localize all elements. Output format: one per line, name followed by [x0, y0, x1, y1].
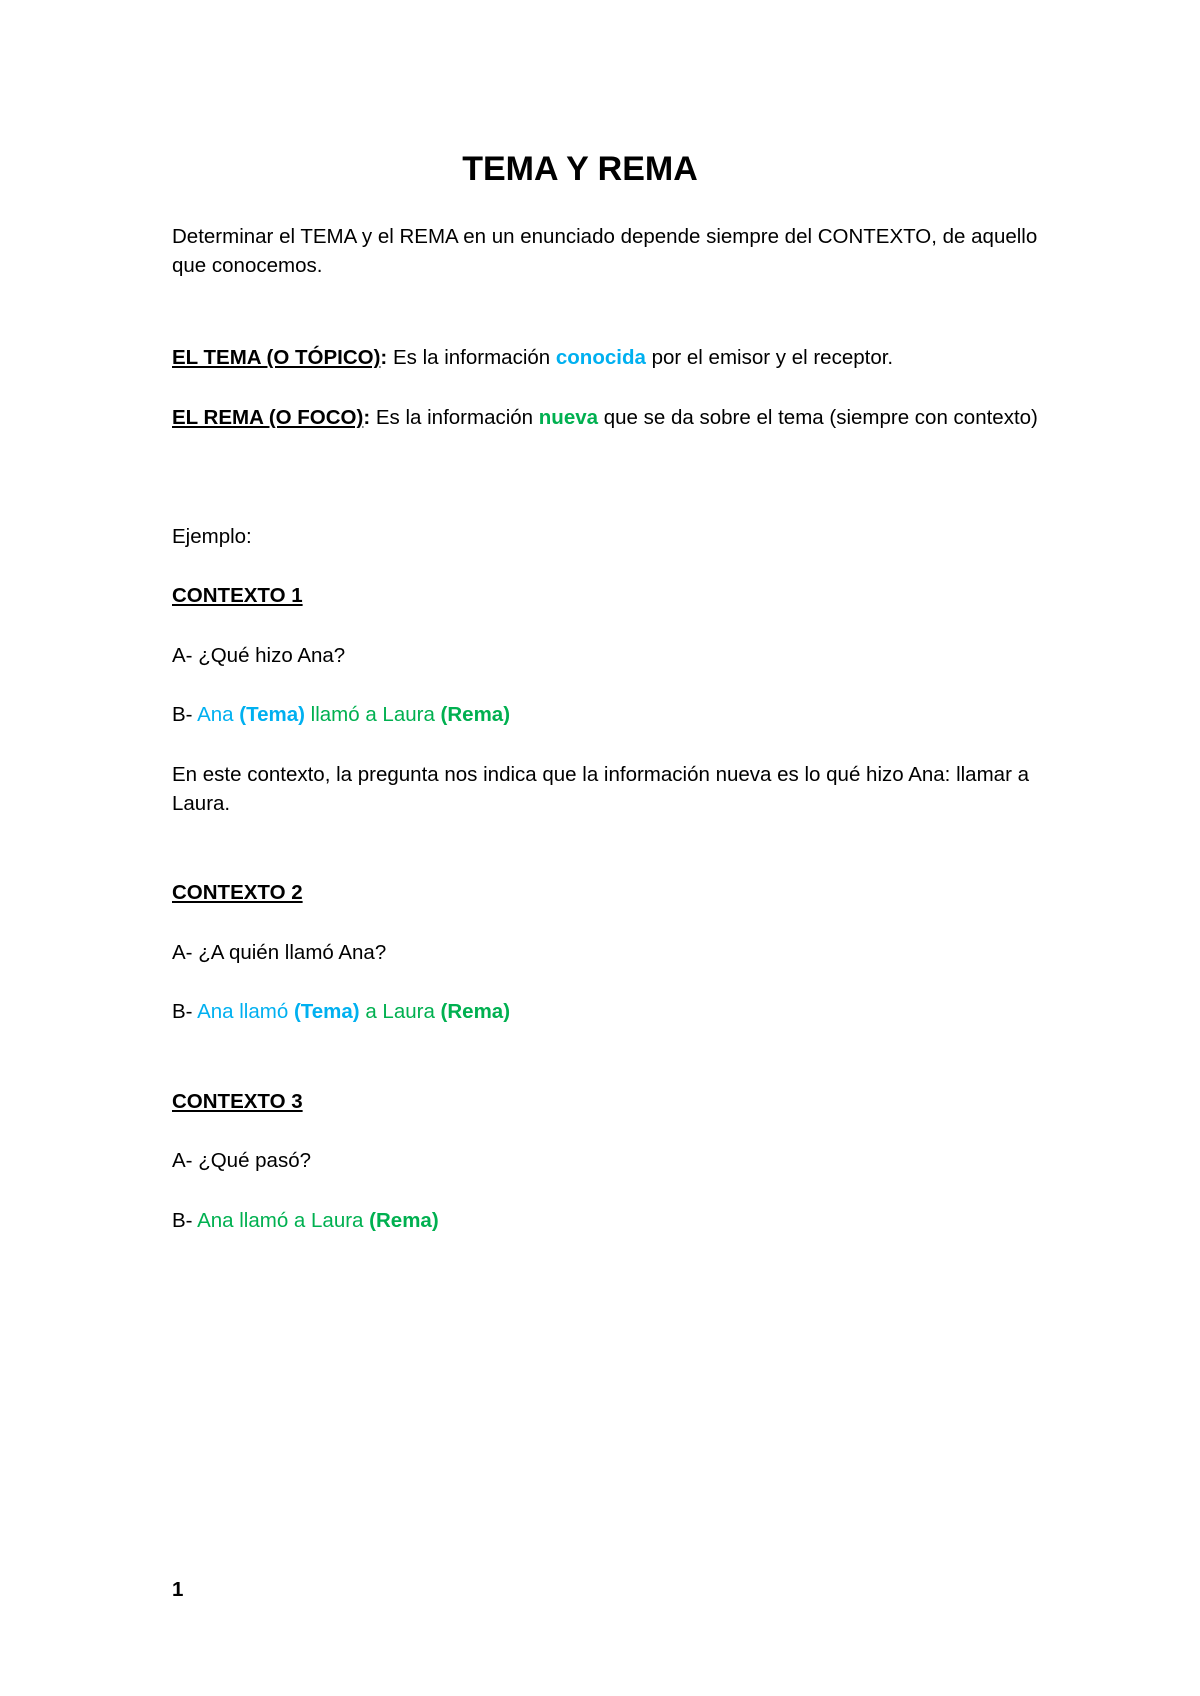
rema-tag: (Rema) [440, 703, 511, 726]
example-label: Ejemplo: [172, 525, 252, 548]
context-1-heading: CONTEXTO 1 [172, 584, 303, 607]
tema-tag: (Tema) [293, 1000, 360, 1023]
rema-definition [172, 403, 1042, 432]
rema-tag: (Rema) [369, 1209, 439, 1232]
context-2-question: A- ¿A quién llamó Ana? [172, 941, 387, 964]
page-title: TEMA Y REMA [462, 150, 698, 188]
page-number: 1 [172, 1578, 184, 1601]
context-3-question: A- ¿Qué pasó? [172, 1149, 312, 1172]
answer-prefix: B- [172, 1000, 198, 1023]
context-3-answer [172, 1206, 1042, 1235]
tema-sep: : [380, 346, 388, 369]
answer-rema-text: a Laura [359, 1000, 441, 1023]
answer-tema-text: Ana [197, 703, 240, 726]
tema-text-after: por el emisor y el receptor. [645, 346, 894, 369]
rema-text-after: que se da sobre el tema (siempre con contexto) [598, 406, 1038, 429]
answer-prefix: B- [172, 703, 198, 726]
answer-tema-text: Ana llamó [197, 1000, 294, 1023]
context-2-answer [172, 997, 1042, 1026]
context-1-question: A- ¿Qué hizo Ana? [172, 644, 346, 667]
tema-text-before: Es la información [387, 346, 556, 369]
context-3-heading: CONTEXTO 3 [172, 1090, 303, 1113]
rema-keyword: nueva [538, 406, 599, 429]
tema-tag: (Tema) [239, 703, 305, 726]
rema-tag: (Rema) [440, 1000, 511, 1023]
rema-sep: : [363, 406, 371, 429]
context-1-explanation: En este contexto, la pregunta nos indica que la información nueva es lo qué hizo Ana: llamar a Laura. [172, 763, 1029, 815]
rema-text-before: Es la información [370, 406, 539, 429]
answer-prefix: B- [172, 1209, 198, 1232]
rema-label: EL REMA (O FOCO) [172, 406, 364, 429]
tema-label: EL TEMA (O TÓPICO) [172, 346, 381, 369]
context-2-heading: CONTEXTO 2 [172, 881, 303, 904]
context-1-answer [172, 700, 1042, 729]
answer-rema-text: Ana llamó a Laura [197, 1209, 370, 1232]
tema-keyword: conocida [555, 346, 646, 369]
intro-paragraph: Determinar el TEMA y el REMA en un enunciado depende siempre del CONTEXTO, de aquello que conocemos. [172, 225, 1038, 277]
answer-rema-text: llamó a Laura [304, 703, 441, 726]
tema-definition [172, 343, 1042, 372]
